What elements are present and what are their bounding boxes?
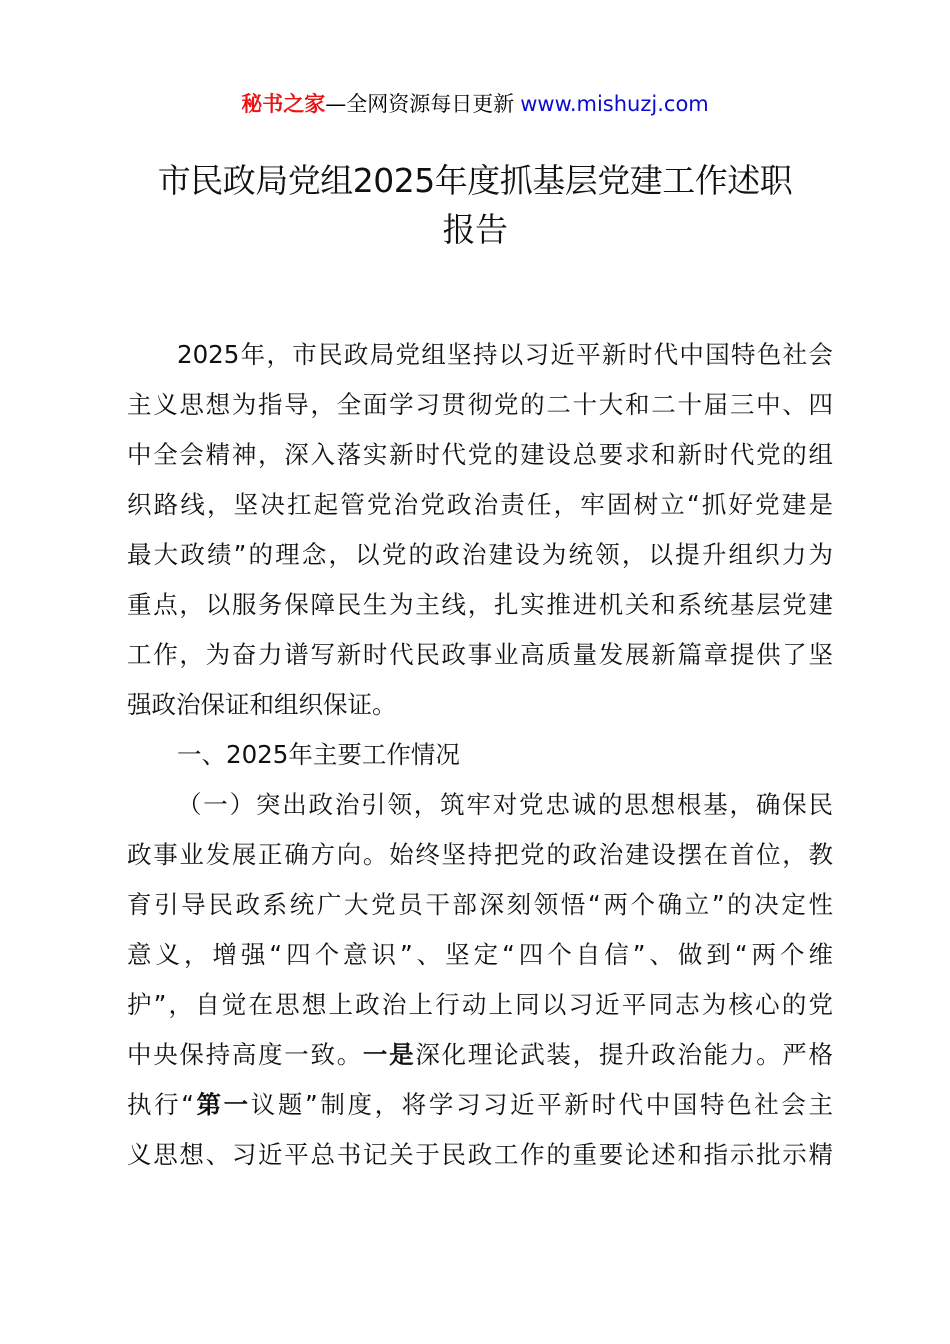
body-line: 护”，自觉在思想上政治上行动上同以习近平同志为核心的党 (127, 990, 833, 1019)
section-heading: 一、2025年主要工作情况 (177, 740, 460, 769)
text-run: 执行“ (127, 1090, 194, 1119)
bold-emphasis: 第一 (193, 1090, 251, 1119)
site-url-link[interactable]: www.mishuzj.com (520, 92, 709, 116)
body-line: 政事业发展正确方向。始终坚持把党的政治建设摆在首位，教 (127, 840, 833, 869)
site-header (0, 86, 950, 122)
body-line: 育引导民政系统广大党员干部深刻领悟“两个确立”的决定性 (127, 890, 833, 919)
brand-name: 秘书之家 (241, 92, 326, 116)
body-line: 工作，为奋力谱写新时代民政事业高质量发展新篇章提供了坚 (127, 640, 833, 669)
body-line: 最大政绩”的理念，以党的政治建设为统领，以提升组织力为 (127, 540, 833, 569)
body-line: 义思想、习近平总书记关于民政工作的重要论述和指示批示精 (127, 1140, 833, 1169)
body-line: 意义，增强“四个意识”、坚定“四个自信”、做到“两个维 (127, 940, 833, 969)
body-line: 织路线，坚决扛起管党治党政治责任，牢固树立“抓好党建是 (127, 490, 833, 519)
title-line-1: 市民政局党组2025年度抓基层党建工作述职 (157, 161, 793, 200)
body-line (127, 1082, 833, 1132)
subsection-heading: （一）突出政治引领，筑牢对党忠诚的思想根基，确保民 (177, 790, 833, 819)
body-line: 中全会精神，深入落实新时代党的建设总要求和新时代党的组 (127, 440, 833, 469)
header-slogan: —全网资源每日更新 (325, 92, 515, 116)
body-line: 2025年，市民政局党组坚持以习近平新时代中国特色社会 (177, 340, 833, 369)
document-body (127, 332, 833, 1182)
body-line: 强政治保证和组织保证。 (127, 690, 397, 719)
body-line: 主义思想为指导，全面学习贯彻党的二十大和二十届三中、四 (127, 390, 833, 419)
bold-emphasis: 一是 (362, 1040, 416, 1069)
body-line (127, 1032, 833, 1082)
title-line-2: 报告 (442, 210, 508, 249)
text-run: 议题”制度，将学习习近平新时代中国特色社会主 (250, 1090, 833, 1119)
document-title (100, 156, 850, 254)
text-run: 中央保持高度一致。 (127, 1040, 363, 1069)
body-line: 重点，以服务保障民生为主线，扎实推进机关和系统基层党建 (127, 590, 833, 619)
text-run: 深化理论武装，提升政治能力。严格 (415, 1040, 833, 1069)
